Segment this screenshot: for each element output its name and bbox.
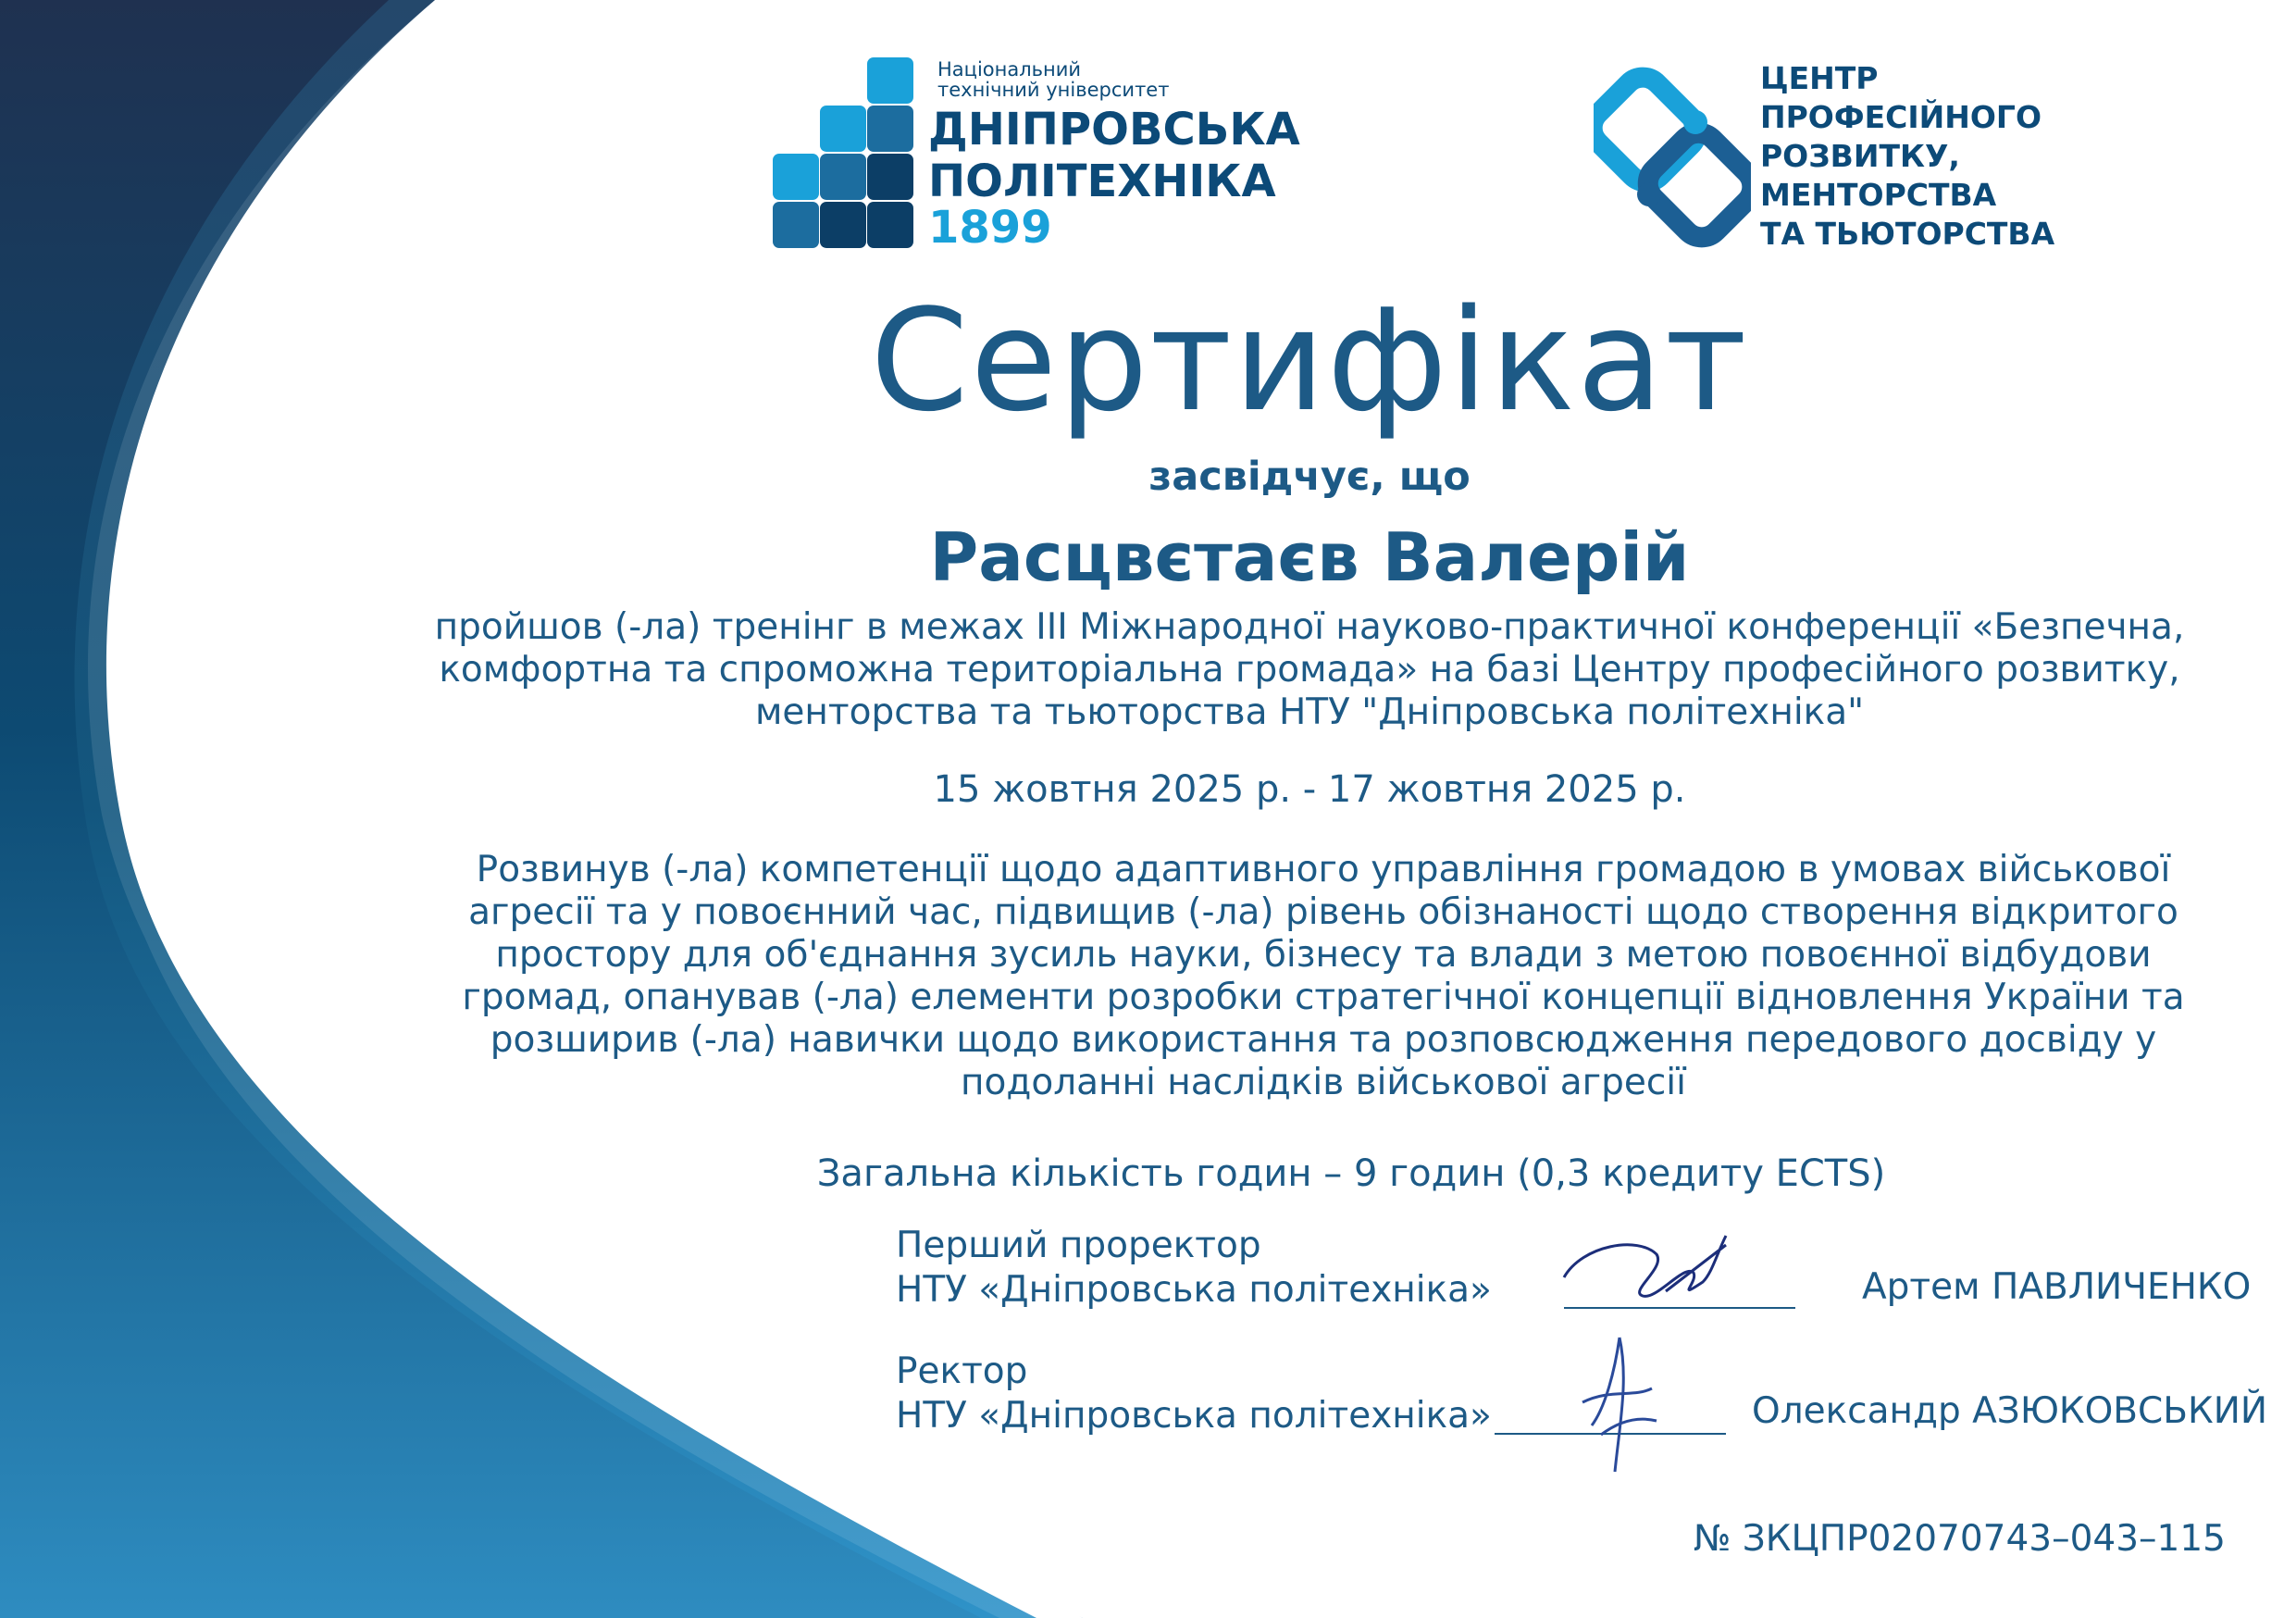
signature-image <box>1564 1333 1684 1481</box>
competencies-description: Розвинув (-ла) компетенції щодо адаптивного управління громадою в умовах військової агресії та у повоєнний час, підвищив (-ла) рівень обізнаності щодо створення відкритого простору для об'єднання зусиль науки, бізнесу та влади з метою повоєнної відбудови громад, опанував (-ла) елементи розробки стратегічної концепції відновлення України та розширив (-ла) навички щодо використання та розповсюдження передового досвіду у подоланні наслідків військової агресії <box>462 849 2185 1103</box>
logo-tile <box>867 57 913 104</box>
signatory-position-1: Перший проректор НТУ «Дніпровська політехніка» <box>896 1225 1492 1311</box>
university-name-line2: ПОЛІТЕХНІКА <box>928 156 1276 207</box>
university-type: Національний технічний університет <box>937 58 1170 101</box>
signatory-name-1: Артем ПАВЛИЧЕНКО <box>1862 1266 2252 1308</box>
training-description: пройшов (-ла) тренінг в межах ІІІ Міжнародної науково-практичної конференції «Безпечна, комфортна та спроможна територіальна громада» на базі Центру професійного розвитку, менторства та тьюторства НТУ "Дніпровська політехніка" <box>434 606 2185 733</box>
center-logo <box>1594 57 2056 261</box>
logo-tile <box>867 202 913 248</box>
certificate-number: № ЗКЦПР02070743–043–115 <box>1693 1518 2226 1560</box>
logo-tile <box>820 202 866 248</box>
university-year: 1899 <box>928 202 1052 254</box>
center-name: ЦЕНТР ПРОФЕСІЙНОГО РОЗВИТКУ, МЕНТОРСТВА ТА ТЬЮТОРСТВА <box>1760 60 2055 252</box>
logo-tile <box>820 154 866 200</box>
logo-tile <box>867 154 913 200</box>
logo-tile <box>867 106 913 152</box>
certifies-text: засвідчує, що <box>1148 454 1471 500</box>
logo-tile <box>773 154 819 200</box>
recipient-name: Расцвєтаєв Валерій <box>929 518 1690 596</box>
logo-tile <box>820 106 866 152</box>
university-logo <box>773 57 1300 254</box>
certificate-title: Сертифікат <box>870 279 1749 442</box>
signatory-name-2: Олександр АЗЮКОВСЬКИЙ <box>1752 1390 2268 1432</box>
chain-link-icon <box>1594 65 1751 250</box>
logo-tile <box>773 202 819 248</box>
signature-image <box>1555 1226 1740 1310</box>
signatory-position-2: Ректор НТУ «Дніпровська політехніка» <box>896 1350 1492 1437</box>
training-dates: 15 жовтня 2025 р. - 17 жовтня 2025 р. <box>933 768 1686 811</box>
university-name-line1: ДНІПРОВСЬКА <box>928 104 1300 156</box>
total-hours: Загальна кількість годин – 9 годин (0,3 кредиту ECTS) <box>816 1152 1886 1195</box>
